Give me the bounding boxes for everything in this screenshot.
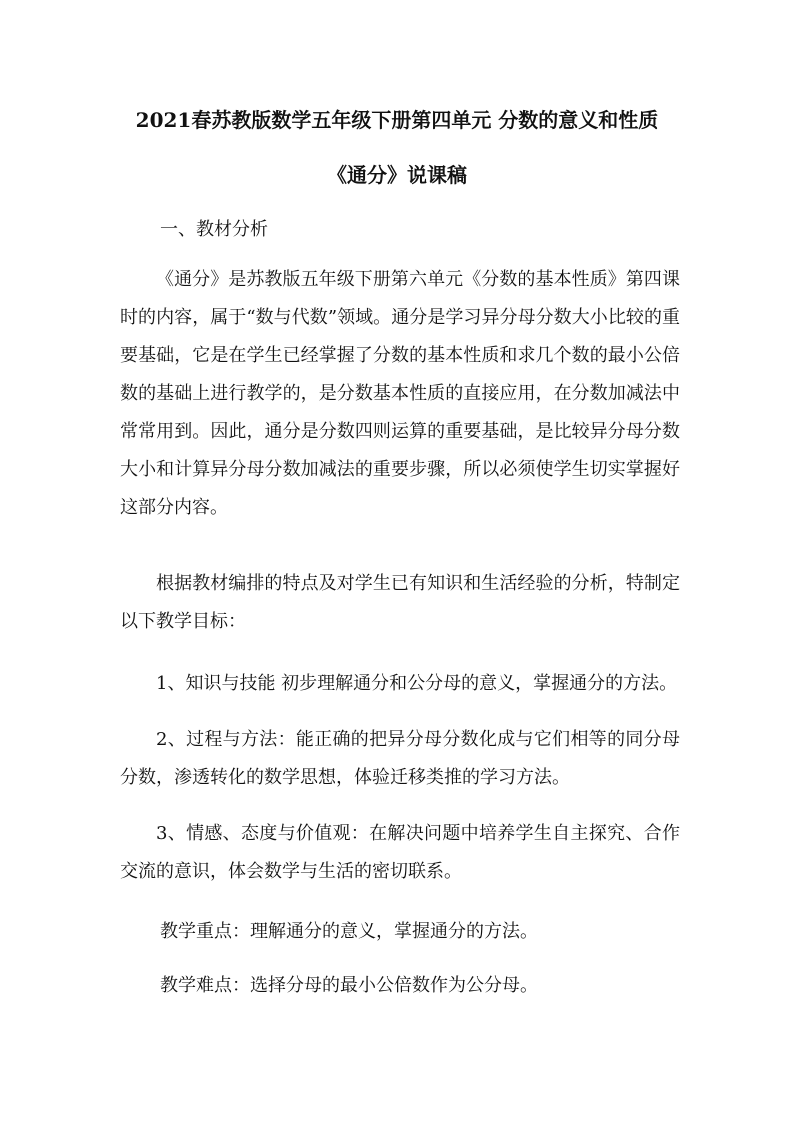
paragraph-materials-analysis: 《通分》是苏教版五年级下册第六单元《分数的基本性质》第四课时的内容，属于“数与代数”领域。通分是学习异分母分数大小比较的重要基础，它是在学生已经掌握了分数的基本性质和求几个数的最小公倍数的基础上进行教学的，是分数基本性质的直接应用，在分数加减法中常常用到。因此，通分是分数四则运算的重要基础，是比较异分母分数大小和计算异分母分数加减法的重要步骤，所以必须使学生切实掌握好这部分内容。 [120, 269, 680, 518]
teaching-goal-process: 2、过程与方法：能正确的把异分母分数化成与它们相等的同分母分数，渗透转化的数学思想，体验迁移类推的学习方法。 [120, 729, 680, 788]
paragraph-teaching-goals-intro: 根据教材编排的特点及对学生已有知识和生活经验的分析，特制定以下教学目标： [120, 573, 680, 632]
teaching-goal-knowledge: 1、知识与技能 初步理解通分和公分母的意义，掌握通分的方法。 [156, 673, 678, 694]
document-subtitle: 《通分》说课稿 [327, 163, 467, 187]
teaching-key-point: 教学重点：理解通分的意义，掌握通分的方法。 [160, 921, 538, 942]
section-heading-materials: 一、教材分析 [160, 219, 268, 240]
document-title: 2021春苏教版数学五年级下册第四单元 分数的意义和性质 [135, 108, 659, 132]
teaching-difficult-point: 教学难点：选择分母的最小公倍数作为公分母。 [160, 975, 538, 996]
teaching-goal-attitude: 3、情感、态度与价值观：在解决问题中培养学生自主探究、合作交流的意识，体会数学与生活的密切联系。 [120, 823, 680, 882]
